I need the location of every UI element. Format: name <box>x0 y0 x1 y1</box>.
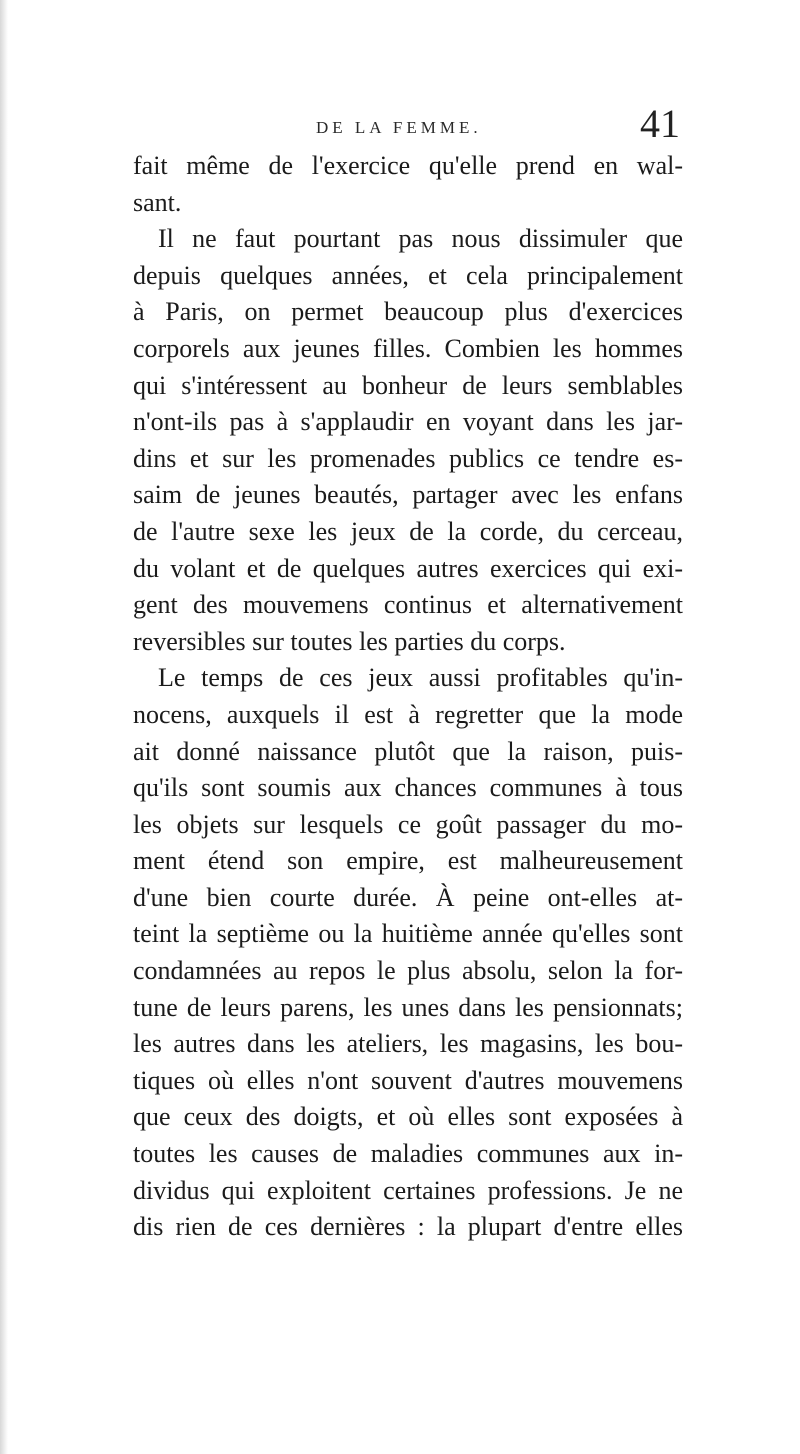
text-line: qu'ils sont soumis aux chances communes à tous <box>133 773 683 803</box>
running-header: DE LA FEMME. <box>316 118 482 137</box>
text-line: n'ont-ils pas à s'applaudir en voyant dans les jar- <box>133 407 683 437</box>
text-line: ait donné naissance plutôt que la raison, puis- <box>133 736 683 766</box>
text-line: nocens, auxquels il est à regretter que la mode <box>133 699 683 729</box>
text-line: ment étend son empire, est malheureusement <box>133 846 683 876</box>
body-text <box>133 148 683 1246</box>
text-line: les autres dans les ateliers, les magasins, les bou- <box>133 1029 683 1059</box>
text-line: tune de leurs parens, les unes dans les pensionnats; <box>133 992 683 1022</box>
text-line: du volant et de quelques autres exercices qui exi- <box>133 553 683 583</box>
text-line: tiques où elles n'ont souvent d'autres mouvemens <box>133 1065 683 1095</box>
text-line: toutes les causes de maladies communes aux in- <box>133 1139 683 1169</box>
text-line: dividus qui exploitent certaines professions. Je ne <box>133 1175 683 1205</box>
text-line: sant. <box>133 187 182 217</box>
text-line: Le temps de ces jeux aussi profitables qu'in- <box>158 663 683 693</box>
page-edge-shadow <box>0 0 8 1454</box>
text-line: condamnées au repos le plus absolu, selon la for- <box>133 956 683 986</box>
text-line: corporels aux jeunes filles. Combien les hommes <box>133 333 683 363</box>
page-number: 41 <box>640 101 680 146</box>
text-line: dins et sur les promenades publics ce tendre es- <box>133 443 683 473</box>
text-line: Il ne faut pourtant pas nous dissimuler que <box>158 224 683 254</box>
text-line: que ceux des doigts, et où elles sont exposées à <box>133 1102 683 1132</box>
text-line: de l'autre sexe les jeux de la corde, du cerceau, <box>133 516 683 546</box>
text-line: d'une bien courte durée. À peine ont-elles at- <box>133 882 683 912</box>
text-line: teint la septième ou la huitième année qu'elles sont <box>133 919 683 949</box>
text-line: gent des mouvemens continus et alternativement <box>133 590 683 620</box>
text-line: depuis quelques années, et cela principalement <box>133 260 683 290</box>
text-line: dis rien de ces dernières : la plupart d'entre elles <box>133 1212 683 1242</box>
text-line: fait même de l'exercice qu'elle prend en wal- <box>133 151 683 180</box>
text-line: reversibles sur toutes les parties du corps. <box>133 626 566 656</box>
text-line: qui s'intéressent au bonheur de leurs semblables <box>133 370 683 400</box>
text-line: à Paris, on permet beaucoup plus d'exercices <box>133 297 683 327</box>
text-line: saim de jeunes beautés, partager avec les enfans <box>133 480 683 510</box>
text-line: les objets sur lesquels ce goût passager du mo- <box>133 809 683 839</box>
